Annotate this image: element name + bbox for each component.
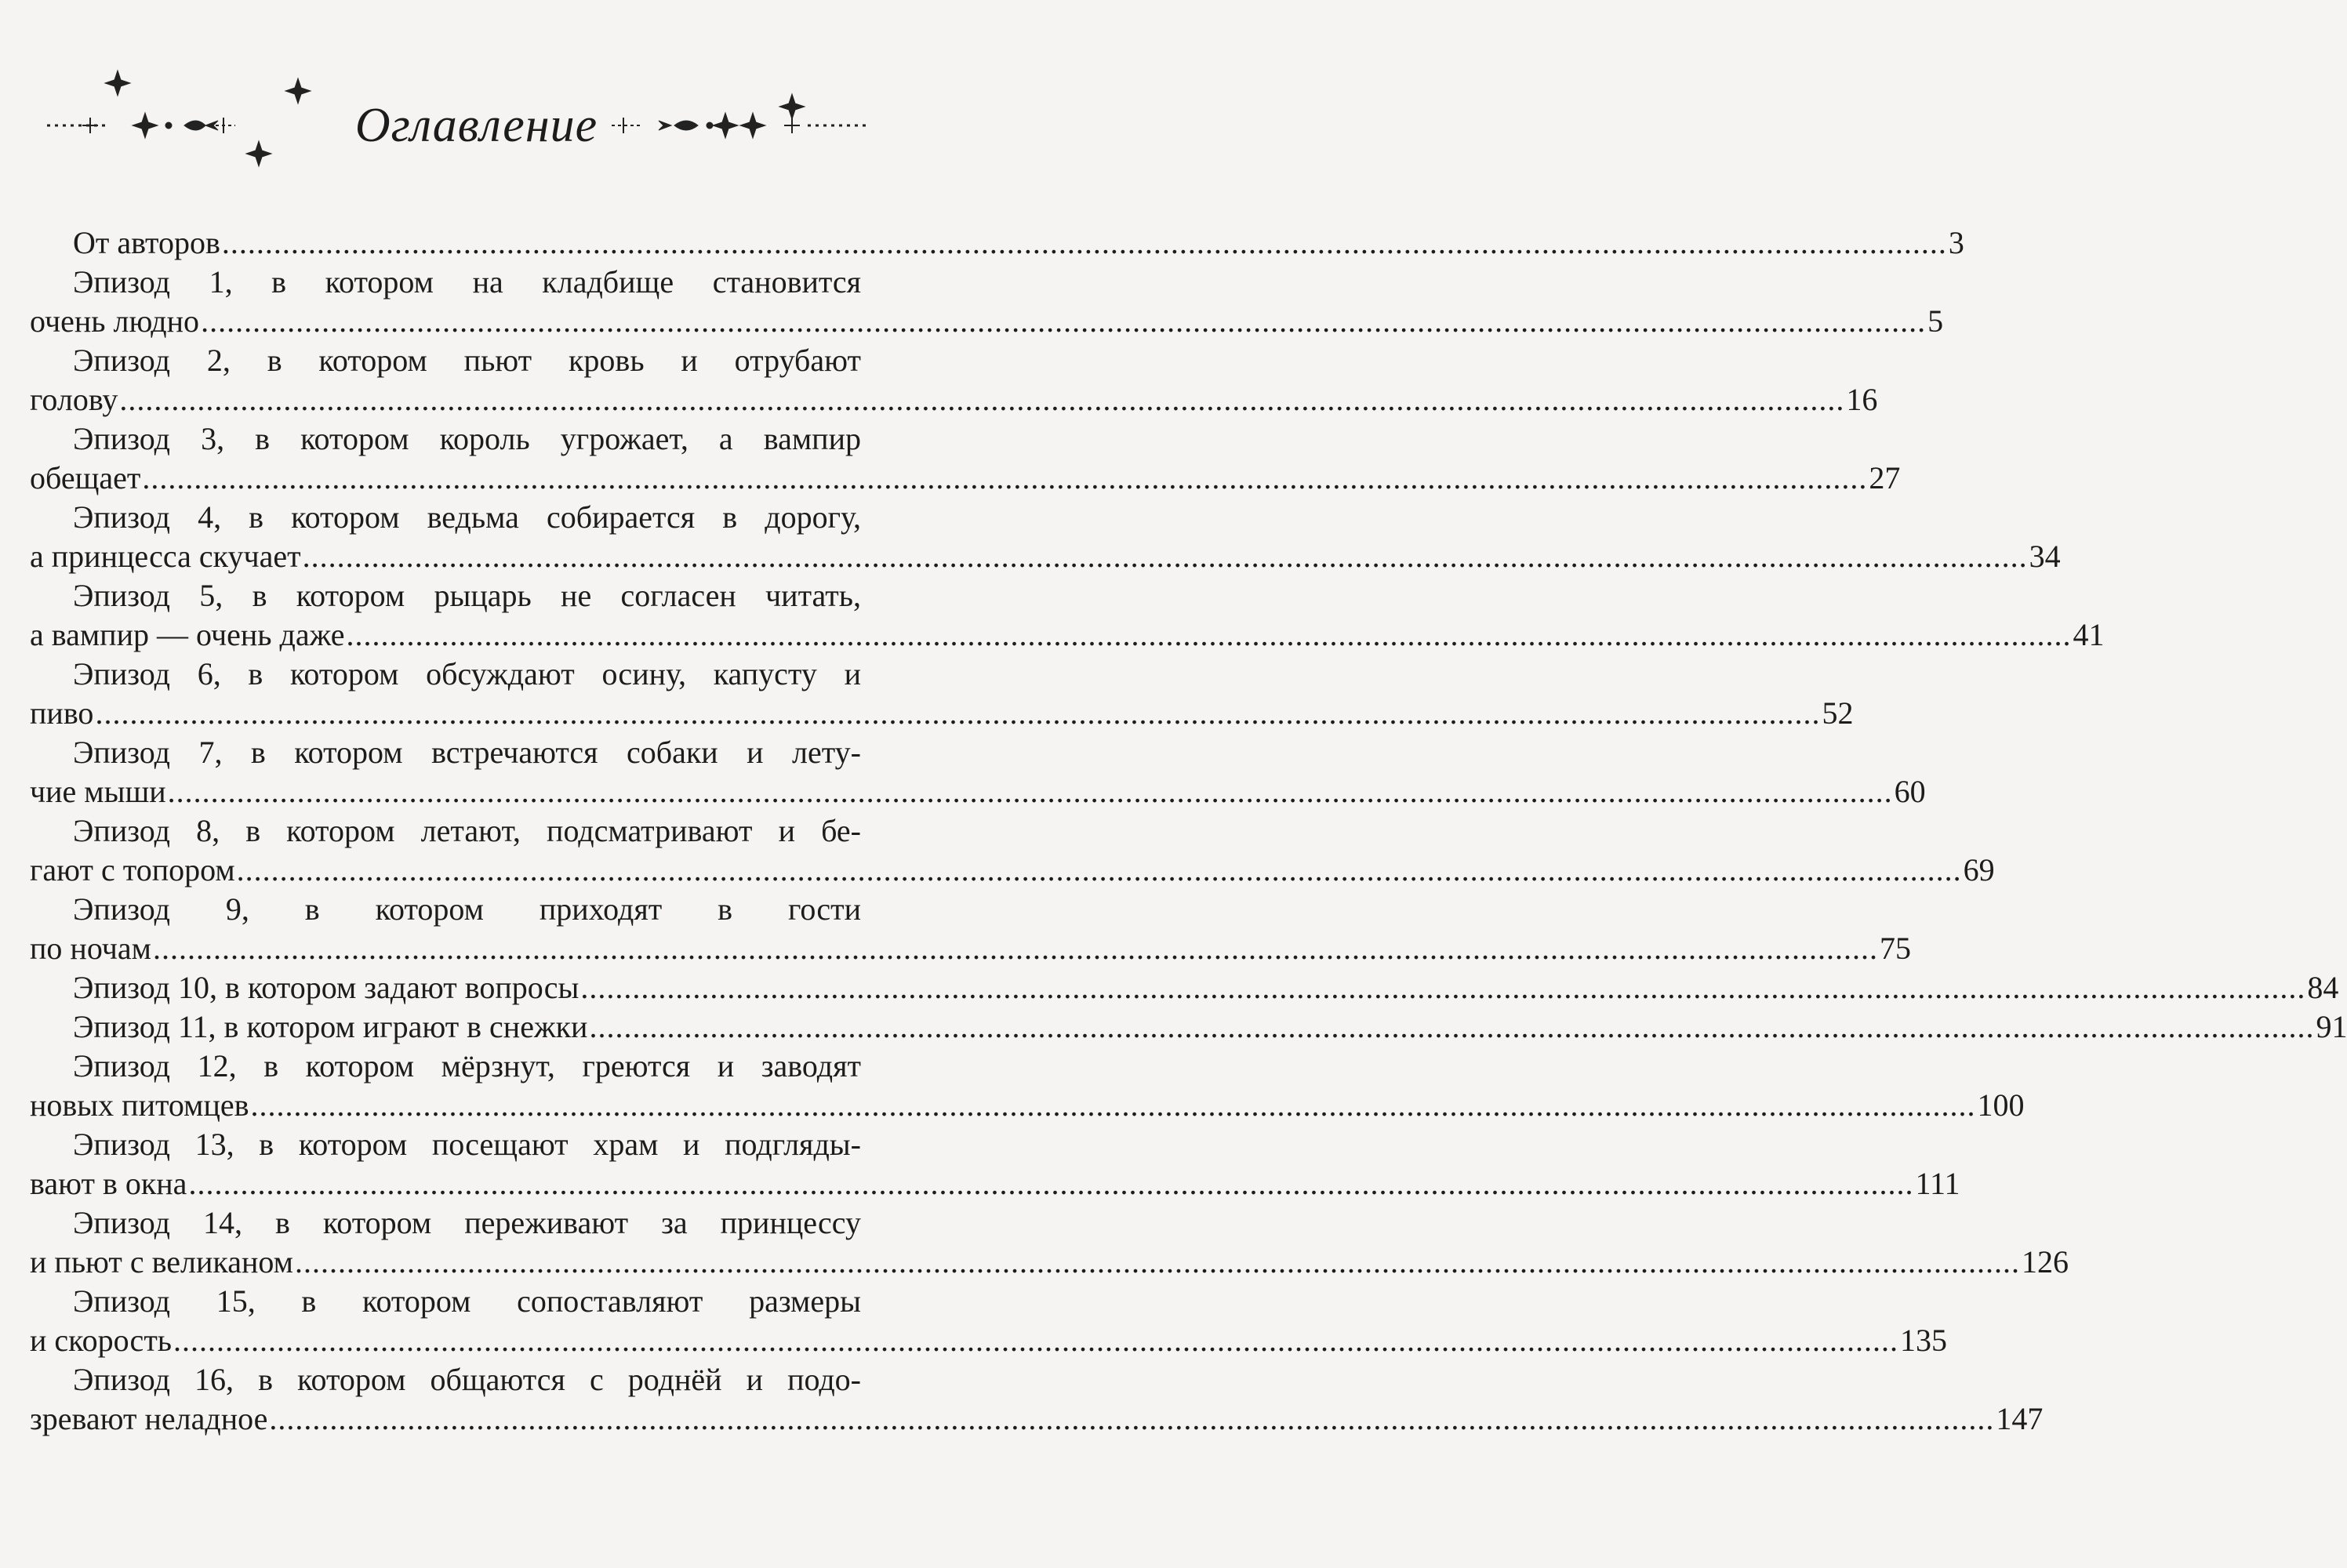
toc-page-number: 135 [1900,1323,1948,1358]
toc-entry-last-line [30,615,2105,655]
toc-entry-last-line [30,1321,1948,1360]
toc-entry-title-line: Эпизод 13, в котором посещают храм и подгляды- [73,1127,861,1162]
dot-leader: ........................................................................................................................................................................................................ [173,1323,1899,1358]
dot-leader: ........................................................................................................................................................................................................ [152,931,1878,966]
toc-entry [30,1203,2069,1282]
toc-page-number: 52 [1822,695,1854,731]
toc-entry-title-line: а принцесса скучает [30,539,301,574]
toc-entry-title-line: Эпизод 11, в котором играют в снежки [73,1009,588,1044]
toc-entry-last-line [30,1086,2025,1125]
toc-entry [30,498,2061,576]
toc-entry-title-line: новых питомцев [30,1087,249,1123]
toc-entry-title-line: чие мыши [30,774,166,809]
toc-entry [30,733,1926,811]
toc-entry [30,890,1911,968]
toc-entry-title-line: гают с топором [30,852,235,887]
toc-entry-title-line: по ночам [30,931,151,966]
toc-entry [30,655,1854,733]
toc-page-number: 91 [2316,1009,2347,1044]
dot-leader: ........................................................................................................................................................................................................ [236,852,1962,887]
toc-entry-last-line [30,968,2339,1007]
toc-entry-title-line: пиво [30,695,94,731]
toc-entry-title-line: и пьют с великаном [30,1244,293,1279]
toc-entry [30,1125,1960,1203]
toc-entry [30,576,2105,655]
toc-entry-last-line [30,537,2061,576]
toc-page-number: 84 [2307,970,2339,1005]
toc-entry-title-line: Эпизод 1, в котором на кладбище становится [73,264,861,299]
toc-entry-title-line: Эпизод 2, в котором пьют кровь и отрубают [73,343,861,378]
toc-page-number: 69 [1963,852,1995,887]
dot-leader: ........................................................................................................................................................................................................ [201,303,1927,339]
toc-entry [30,1047,2025,1125]
toc-entry-title-line: Эпизод 12, в котором мёрзнут, греются и заводят [73,1048,861,1083]
dot-leader: ........................................................................................................................................................................................................ [221,225,1947,260]
dot-leader: ........................................................................................................................................................................................................ [188,1166,1914,1201]
toc-entry-title-line: Эпизод 9, в котором приходят в гости [73,891,861,927]
toc-entry [30,223,1964,263]
toc-entry-title-line: голову [30,382,118,417]
toc-entry-last-line [30,223,1964,263]
toc-entry-title-line: и скорость [30,1323,173,1358]
toc-entry-title-line: Эпизод 16, в котором общаются с роднёй и подо- [73,1362,861,1397]
toc-entry-last-line [30,459,1901,498]
toc-entry-last-line [30,1243,2069,1282]
toc-page-number: 41 [2073,617,2105,652]
toc-page-number: 34 [2029,539,2061,574]
toc-page-number: 126 [2021,1244,2069,1279]
toc-entry-title-line: Эпизод 7, в котором встречаются собаки и лету- [73,735,861,770]
dot-leader: ........................................................................................................................................................................................................ [589,1009,2315,1044]
toc-entry [30,419,1901,498]
table-of-contents [30,223,2347,1439]
dot-leader: ........................................................................................................................................................................................................ [580,970,2306,1005]
toc-entry-last-line [30,772,1926,811]
toc-page-number: 75 [1879,931,1911,966]
toc-entry-title-line: вают в окна [30,1166,187,1201]
dot-leader: ........................................................................................................................................................................................................ [95,695,1821,731]
toc-page-number: 3 [1948,225,1964,260]
toc-entry [30,1007,2347,1047]
toc-entry-last-line [30,380,1878,419]
toc-entry-title-line: Эпизод 6, в котором обсуждают осину, капусту и [73,656,861,691]
toc-entry-last-line [30,694,1854,733]
toc-entry-last-line [30,1007,2347,1047]
toc-entry [30,1360,2044,1439]
toc-entry-last-line [30,302,1944,341]
dot-leader: ........................................................................................................................................................................................................ [142,460,1868,495]
dot-leader: ........................................................................................................................................................................................................ [250,1087,1976,1123]
toc-entry [30,968,2339,1007]
dot-leader: ........................................................................................................................................................................................................ [269,1401,1995,1436]
toc-entry [30,263,1944,341]
toc-entry-title-line: От авторов [73,225,220,260]
toc-entry-last-line [30,1399,2044,1439]
toc-page-number: 111 [1915,1166,1960,1201]
toc-entry-title-line: Эпизод 3, в котором король угрожает, а вампир [73,421,861,456]
toc-entry-title-line: Эпизод 10, в котором задают вопросы [73,970,579,1005]
toc-entry [30,341,1878,419]
page-title: Оглавление [354,99,598,152]
toc-entry-last-line [30,851,1995,890]
dot-leader: ........................................................................................................................................................................................................ [346,617,2072,652]
toc-entry-title-line: Эпизод 14, в котором переживают за принцессу [73,1205,861,1240]
toc-entry-title-line: очень людно [30,303,200,339]
toc-entry-last-line [30,929,1911,968]
toc-entry-title-line: Эпизод 4, в котором ведьма собирается в дорогу, [73,499,861,535]
toc-entry [30,811,1995,890]
toc-entry [30,1282,1948,1360]
toc-page-number: 16 [1846,382,1878,417]
toc-entry-title-line: Эпизод 15, в котором сопоставляют размеры [73,1283,861,1319]
dot-leader: ........................................................................................................................................................................................................ [167,774,1893,809]
dot-leader: ........................................................................................................................................................................................................ [302,539,2028,574]
toc-entry-last-line [30,1164,1960,1203]
toc-page-number: 100 [1977,1087,2025,1123]
toc-page-number: 147 [1996,1401,2044,1436]
toc-page-number: 5 [1927,303,1944,339]
toc-entry-title-line: а вампир — очень даже [30,617,345,652]
toc-page-number: 60 [1894,774,1926,809]
toc-entry-title-line: зревают неладное [30,1401,268,1436]
dot-leader: ........................................................................................................................................................................................................ [119,382,1845,417]
dot-leader: ........................................................................................................................................................................................................ [294,1244,2020,1279]
toc-entry-title-line: обещает [30,460,141,495]
toc-entry-title-line: Эпизод 5, в котором рыцарь не согласен читать, [73,578,861,613]
toc-page-number: 27 [1869,460,1901,495]
toc-entry-title-line: Эпизод 8, в котором летают, подсматривают и бе- [73,813,861,848]
